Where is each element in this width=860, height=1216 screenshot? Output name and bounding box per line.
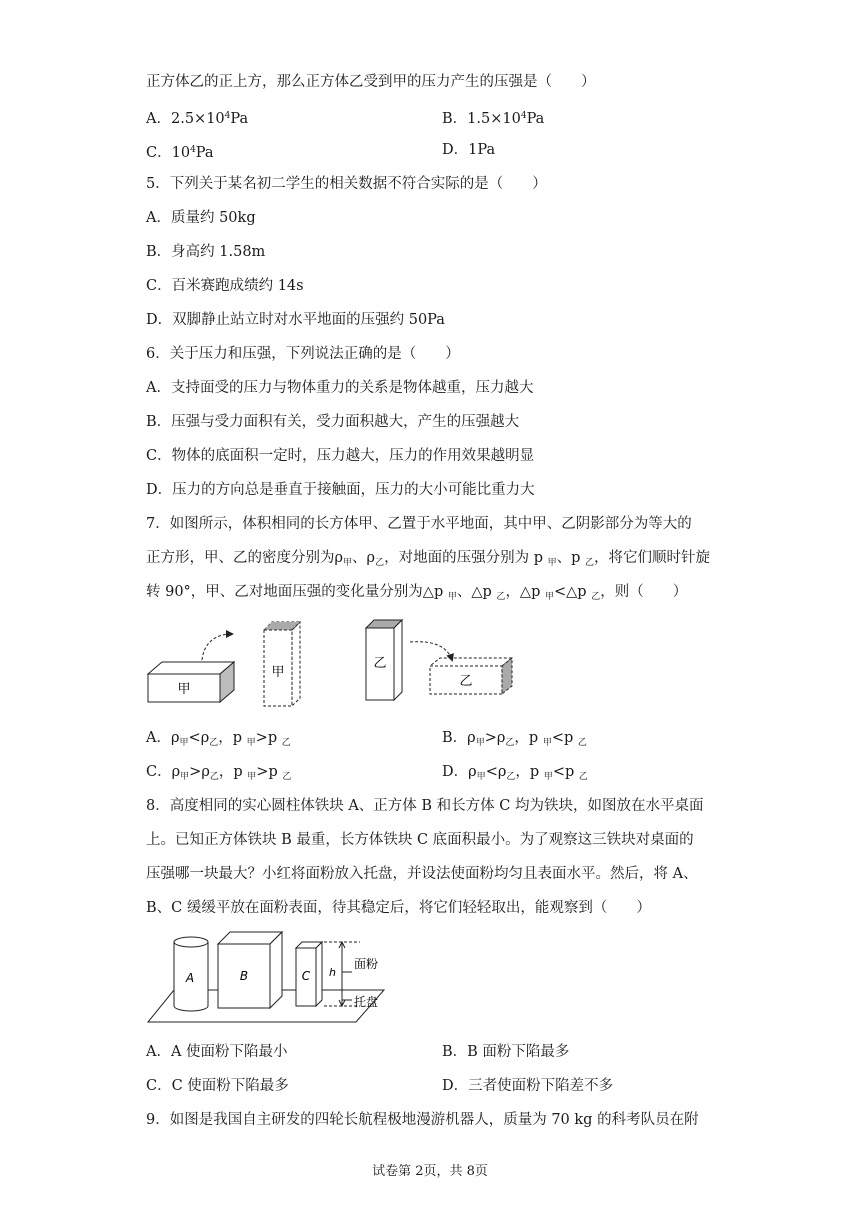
cube-b — [218, 932, 282, 1008]
q8-option-b: B．B 面粉下陷最多 — [442, 1044, 570, 1060]
q8-stem-line1: 8．高度相同的实心圆柱体铁块 A、正方体 B 和长方体 C 均为铁块，如图放在水平桌面 — [146, 798, 704, 814]
page-footer: 试卷第 2页，共 8页 — [372, 1164, 488, 1179]
label-c: C — [301, 969, 311, 983]
yi-label-vertical: 乙 — [373, 656, 387, 671]
jia-label-vertical: 甲 — [271, 665, 285, 680]
q7-option-b: B．$\rho_甲>\rho_乙$，p $_甲$<p $_乙$ — [442, 730, 587, 748]
q4-option-c: C．$10^4Pa$ — [146, 145, 214, 161]
q8-stem-line3: 压强哪一块最大？小红将面粉放入托盘，并设法使面粉均匀且表面水平。然后，将 A、 — [146, 866, 698, 882]
q7-option-d: D．$\rho_甲<\rho_乙$，p $_甲$<p $_乙$ — [442, 764, 588, 782]
q9-stem-line1: 9．如图是我国自主研发的四轮长航程极地漫游机器人，质量为 70 kg 的科考队员在附 — [146, 1112, 699, 1128]
label-tray: 托盘 — [354, 995, 379, 1009]
q4-option-a: A．$2.5\times 10^4Pa$ — [146, 111, 249, 127]
q4-option-b: B．$1.5\times 10^4Pa$ — [442, 111, 545, 127]
q8-option-d: D．三者使面粉下陷差不多 — [442, 1078, 614, 1094]
q5-option-a: A．质量约 50kg — [146, 210, 256, 226]
q4-stem-continuation: 正方体乙的正上方，那么正方体乙受到甲的压力产生的压强是（ ） — [146, 74, 596, 90]
q8-stem-line4: B、C 缓缓平放在面粉表面，待其稳定后，将它们轻轻取出，能观察到（ ） — [146, 900, 651, 916]
label-flour: 面粉 — [354, 957, 379, 971]
q8-option-a: A．A 使面粉下陷最小 — [146, 1044, 288, 1060]
cylinder-a — [174, 937, 208, 1011]
q7-stem-line2: 正方形，甲、乙的密度分别为$\rho_甲$、$\rho_乙$，对地面的压强分别为 p $_甲$、p $_乙$，将它们顺时针旋 — [146, 550, 711, 568]
jia-box-horizontal — [148, 662, 234, 702]
yi-box-horizontal — [430, 658, 512, 694]
q8-option-c: C．C 使面粉下陷最多 — [146, 1078, 289, 1094]
q6-option-b: B．压强与受力面积有关，受力面积越大，产生的压强越大 — [146, 414, 520, 430]
label-b: B — [239, 969, 249, 983]
q8-figure — [146, 928, 386, 1026]
q6-option-a: A．支持面受的压力与物体重力的关系是物体越重，压力越大 — [146, 380, 534, 396]
q7-stem-line1: 7．如图所示，体积相同的长方体甲、乙置于水平地面，其中甲、乙阴影部分为等大的 — [146, 516, 692, 532]
q8-stem-line2: 上。已知正方体铁块 B 最重，长方体铁块 C 底面积最小。为了观察这三铁块对桌面的 — [146, 832, 694, 848]
q5-option-b: B．身高约 1.58m — [146, 244, 266, 260]
q5-stem: 5．下列关于某名初二学生的相关数据不符合实际的是（ ） — [146, 176, 547, 192]
q5-option-c: C．百米赛跑成绩约 14s — [146, 278, 304, 294]
yi-box-vertical — [366, 620, 402, 700]
q5-option-d: D．双脚静止站立时对水平地面的压强约 50Pa — [146, 312, 445, 328]
q7-figure — [146, 612, 526, 712]
rotate-arrow-yi — [410, 642, 452, 660]
q6-option-c: C．物体的底面积一定时，压力越大，压力的作用效果越明显 — [146, 448, 535, 464]
q7-stem-line3: 转 90°，甲、乙对地面压强的变化量分别为△p $_甲$、△p $_乙$，△p $_甲$<△p $_乙$，则（ ） — [146, 584, 688, 602]
yi-label-horizontal: 乙 — [459, 674, 473, 689]
q7-option-a: A．$\rho_甲<\rho_乙$，p $_甲$>p $_乙$ — [146, 730, 291, 748]
label-h: h — [329, 966, 336, 979]
jia-label-horizontal: 甲 — [177, 682, 191, 697]
label-a: A — [185, 971, 195, 985]
q6-stem: 6．关于压力和压强，下列说法正确的是（ ） — [146, 346, 460, 362]
q6-option-d: D．压力的方向总是垂直于接触面，压力的大小可能比重力大 — [146, 482, 535, 498]
cuboid-c — [296, 942, 322, 1006]
jia-box-vertical — [264, 622, 300, 706]
rotate-arrow-jia — [202, 634, 232, 660]
q4-option-d: D．1Pa — [442, 142, 496, 158]
q7-option-c: C．$\rho_甲>\rho_乙$，p $_甲$>p $_乙$ — [146, 764, 292, 782]
